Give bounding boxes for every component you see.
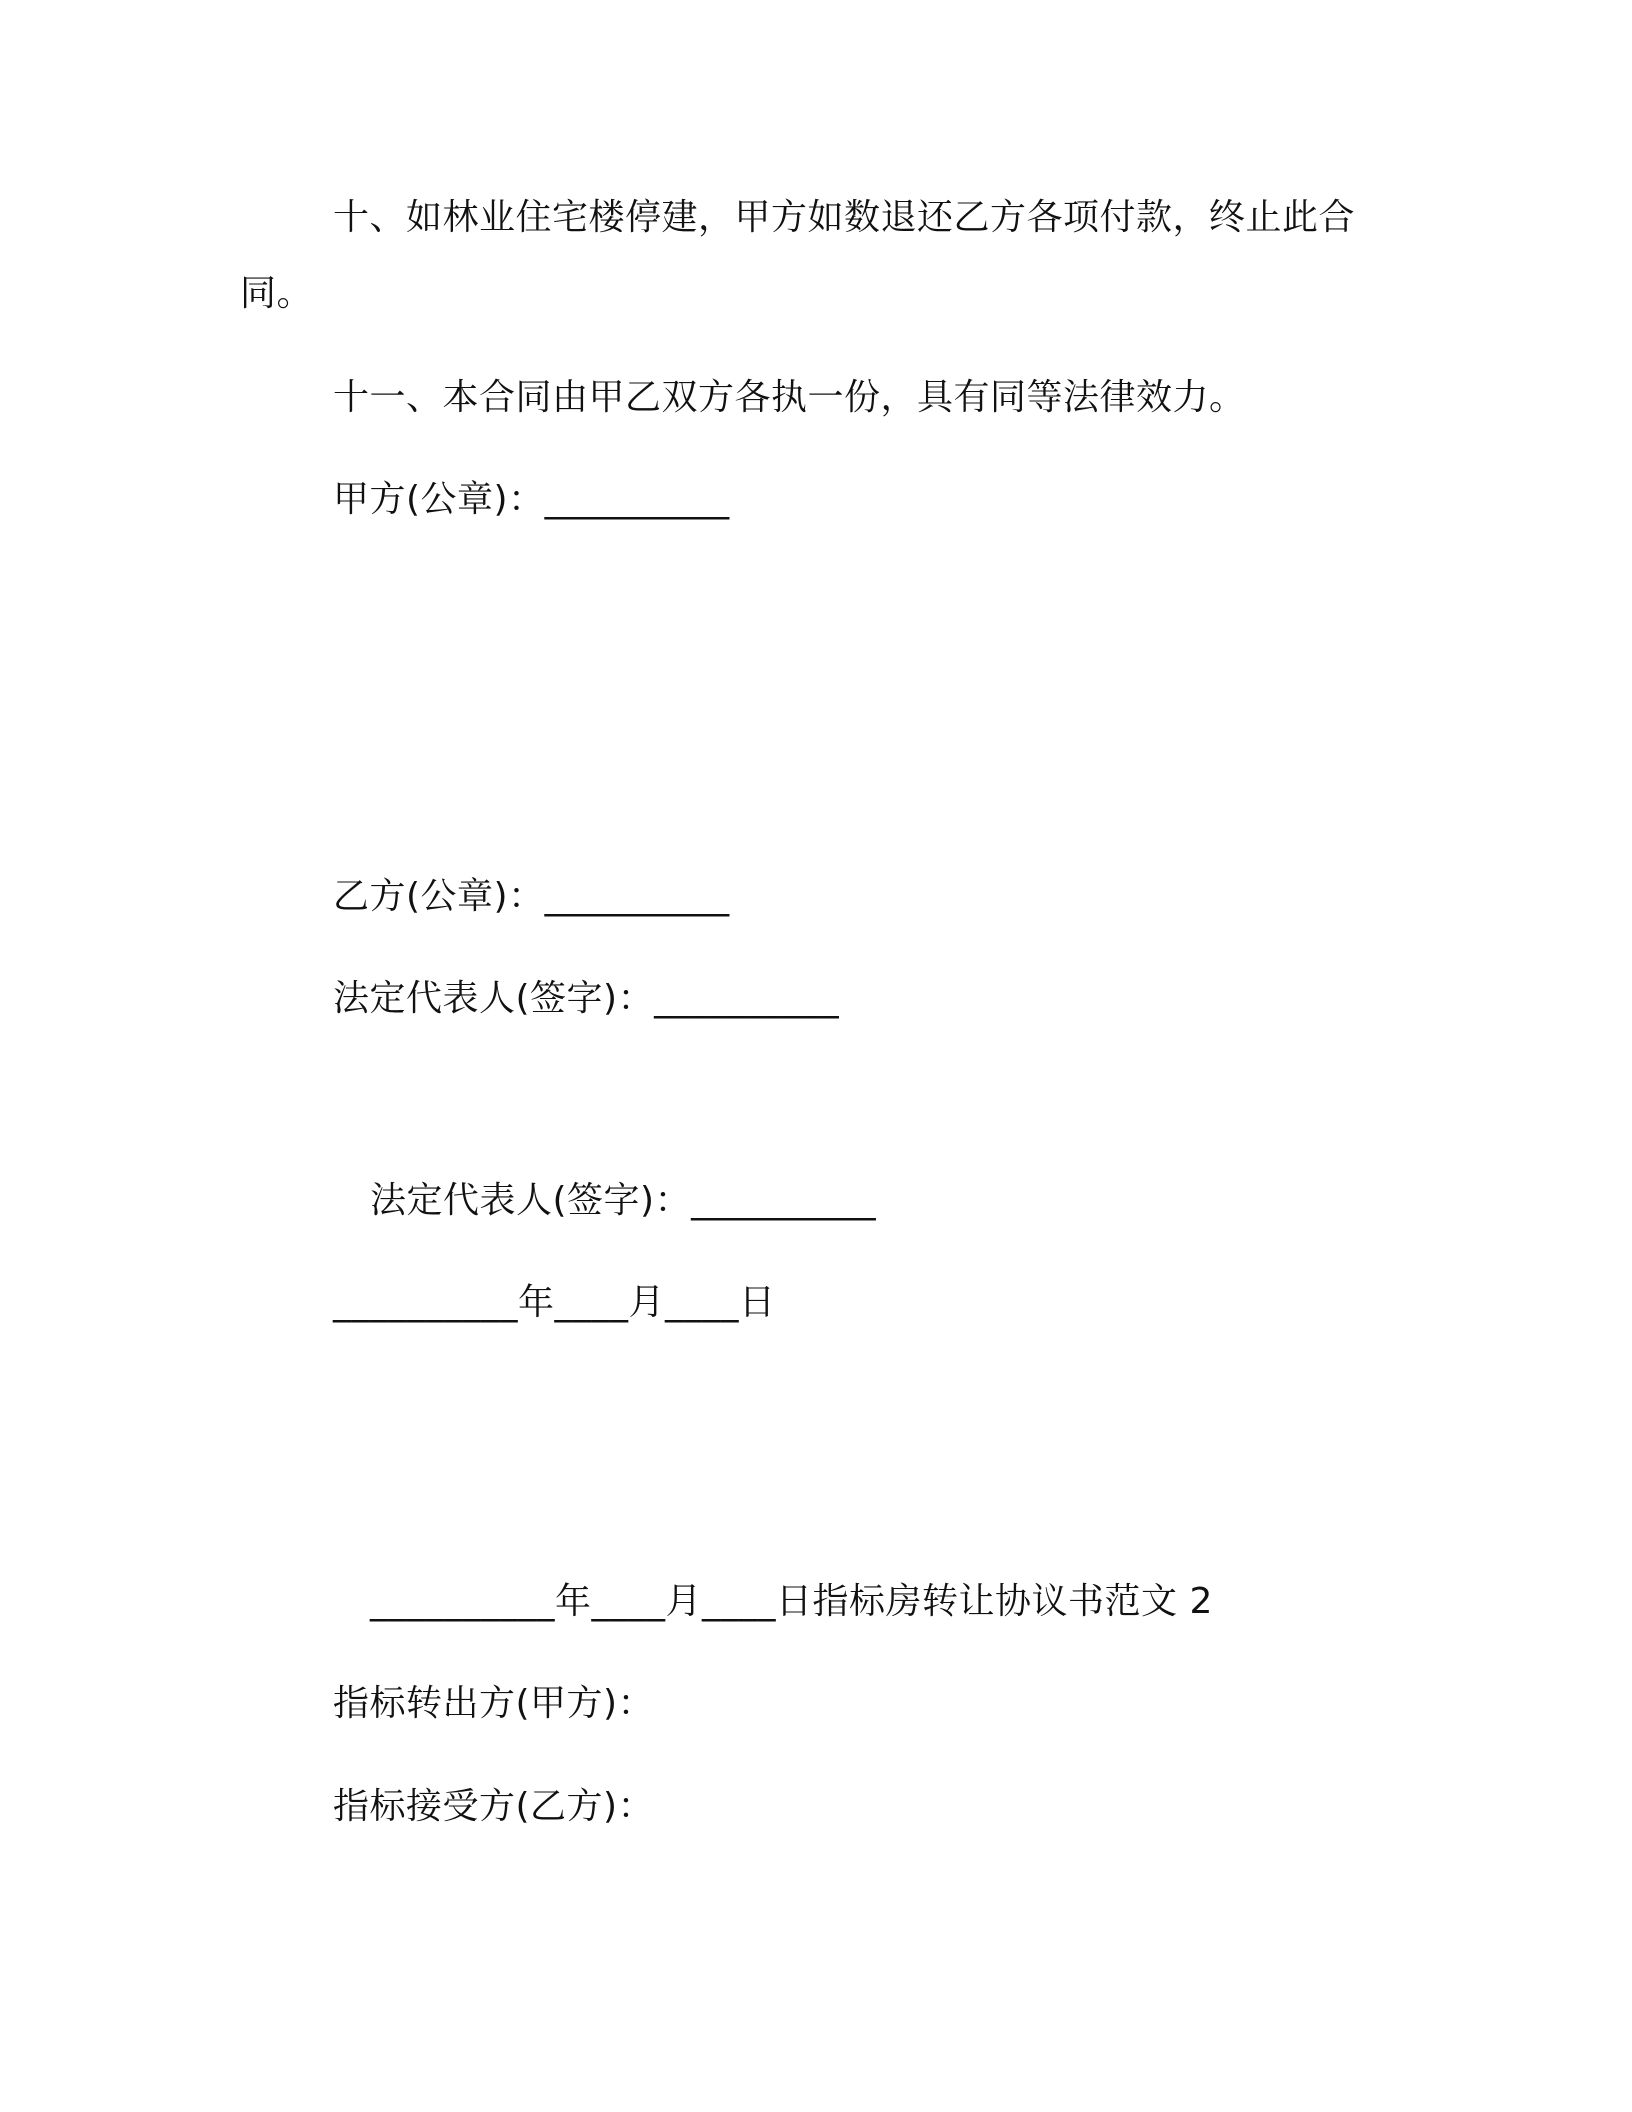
transferor-line: 指标转出方(甲方)： — [333, 1683, 655, 1724]
clause-11: 十一、本合同由甲乙双方各执一份，具有同等法律效力。 — [333, 377, 1246, 418]
transferee-line: 指标接受方(乙方)： — [333, 1786, 655, 1827]
legal-representative-signature-line: 法定代表人(签字)：__________ — [333, 978, 840, 1019]
party-a-seal-line: 甲方(公章)：__________ — [333, 479, 730, 520]
legal-representative-signature-line-2: 法定代表人(签字)：__________ — [370, 1180, 877, 1221]
next-agreement-title-line: __________年____月____日指标房转让协议书范文 2 — [370, 1581, 1213, 1622]
clause-10-line-2: 同。 — [240, 273, 314, 314]
party-b-seal-line: 乙方(公章)：__________ — [333, 876, 730, 917]
clause-10-line-1: 十、如林业住宅楼停建，甲方如数退还乙方各项付款，终止此合 — [333, 197, 1356, 238]
date-line: __________年____月____日 — [333, 1282, 776, 1323]
